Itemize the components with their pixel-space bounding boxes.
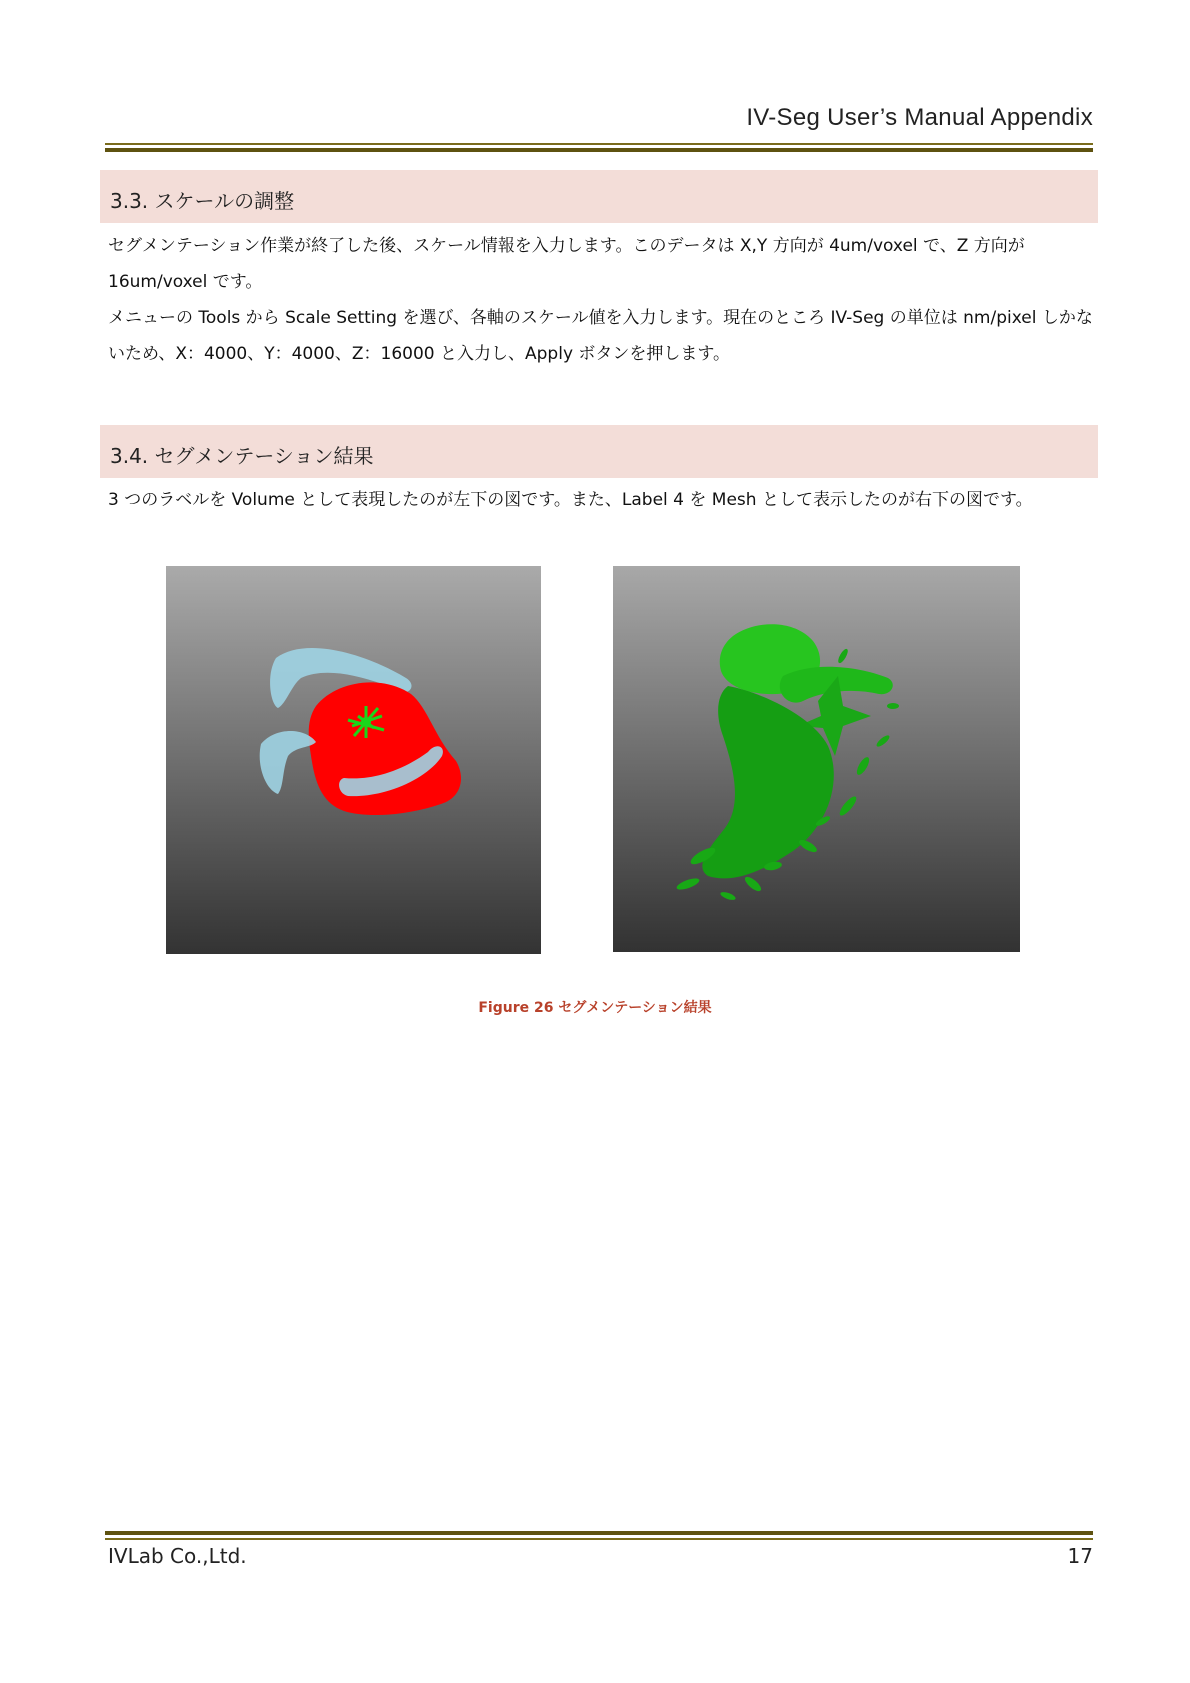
scale-paragraph-2: メニューの Tools から Scale Setting を選び、各軸のスケール値を入力します。現在のところ IV-Seg の単位は nm/pixel しかないため、X：4000、Y：4000、Z：16000 と入力し、Apply ボタンを押します。	[108, 308, 1093, 364]
section-heading-scale	[100, 170, 1098, 223]
section-heading-text: 3.4. セグメンテーション結果	[110, 444, 374, 468]
footer-company: IVLab Co.,Ltd.	[108, 1544, 247, 1568]
volume-render-figure	[166, 566, 541, 954]
section-heading-results	[100, 425, 1098, 478]
page-number: 17	[1067, 1544, 1093, 1568]
section-heading-text: 3.3. スケールの調整	[110, 189, 295, 213]
mesh-render-figure	[613, 566, 1020, 952]
scale-paragraph-1: セグメンテーション作業が終了した後、スケール情報を入力します。このデータは X,Y 方向が 4um/voxel で、Z 方向が 16um/voxel です。	[108, 236, 1025, 292]
results-paragraph: 3 つのラベルを Volume として表現したのが左下の図です。また、Label 4 を Mesh として表示したのが右下の図です。	[108, 490, 1033, 510]
header-rule	[105, 143, 1093, 152]
header-title: IV-Seg User’s Manual Appendix	[746, 104, 1093, 131]
footer-rule	[105, 1531, 1093, 1540]
figure-caption: Figure 26 セグメンテーション結果	[478, 1000, 712, 1016]
